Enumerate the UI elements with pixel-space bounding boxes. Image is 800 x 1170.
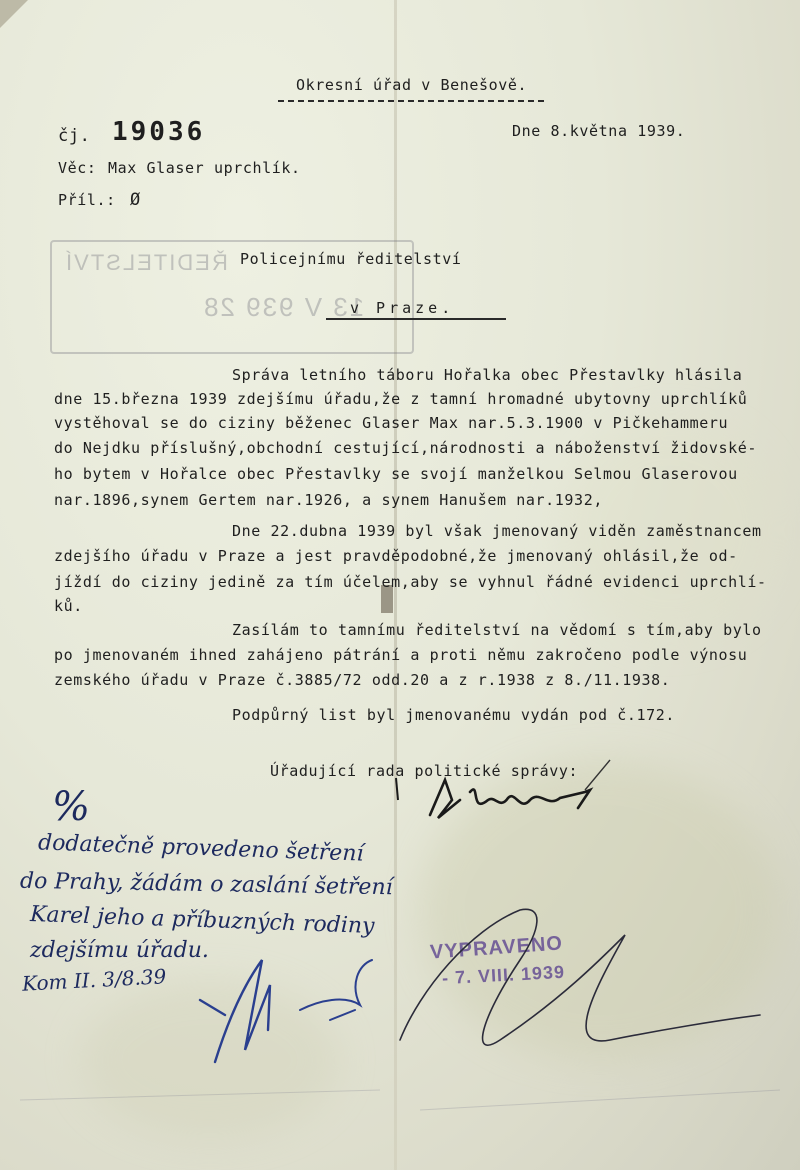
p2-line2: zdejšího úřadu v Praze a jest pravděpodobné,že jmenovaný ohlásil,že od- <box>54 547 738 565</box>
p2-line4: ků. <box>54 597 83 615</box>
large-pen-stroke <box>400 909 760 1045</box>
recipient-line1: Policejnímu ředitelství <box>240 250 462 268</box>
handwritten-line3: Karel jeho a příbuzných rodiny <box>29 901 375 940</box>
p3-line1: Zasílám to tamnímu ředitelství na vědomí s tím,aby bylo <box>232 621 762 639</box>
recipient-line2: v Praze. <box>350 299 455 317</box>
p1-line2: dne 15.března 1939 zdejšímu úřadu,že z tamní hromadné ubytovny uprchlíků <box>54 390 748 408</box>
pril-label: Příl.: <box>58 191 116 209</box>
official-signature <box>430 780 590 818</box>
p1-line5: ho bytem v Hořalce obec Přestavlky se svojí manželkou Selmou Glaserovou <box>54 465 738 483</box>
p1-line6: nar.1896,synem Gertem nar.1926, a synem Hanušem nar.1932, <box>54 491 603 509</box>
p2-line1: Dne 22.dubna 1939 byl však jmenovaný viděn zaměstnancem <box>232 522 762 540</box>
pril-value: Ø <box>130 190 141 210</box>
p1-line4: do Nejdku příslušný,obchodní cestující,národnosti a náboženství židovské- <box>54 439 758 457</box>
cj-number: 19036 <box>112 117 206 147</box>
signature-tick <box>396 778 398 800</box>
blue-scribble-1 <box>200 960 270 1062</box>
blue-scribble-2 <box>300 960 372 1020</box>
ghost-stamp-line1: ŘEDITELSTVÍ <box>64 250 228 275</box>
document-date: Dne 8.května 1939. <box>512 122 686 140</box>
cj-label: čj. <box>58 126 91 146</box>
dispatched-stamp-line1: VYPRAVENO <box>429 932 564 964</box>
faint-lines <box>20 1090 780 1110</box>
p3-line3: zemského úřadu v Praze č.3885/72 odd.20 a z r.1938 z 8./11.1938. <box>54 671 671 689</box>
vec-value: Max Glaser uprchlík. <box>108 159 301 177</box>
handwritten-line5: Kom II. 3/8.39 <box>21 964 167 996</box>
p4-line1: Podpůrný list byl jmenovanému vydán pod č.172. <box>232 706 676 724</box>
pen-flourish <box>585 760 610 790</box>
handwritten-line4: zdejšímu úřadu. <box>30 938 209 963</box>
handwritten-mark: % <box>52 784 91 830</box>
p2-line3: jíždí do ciziny jedině za tím účelem,aby se vyhnul řádné evidenci uprchlí- <box>54 573 767 591</box>
p3-line2: po jmenovaném ihned zahájeno pátrání a proti němu zakročeno podle výnosu <box>54 646 748 664</box>
p1-line1: Správa letního táboru Hořalka obec Přestavlky hlásila <box>232 366 743 384</box>
office-heading: Okresní úřad v Benešově. <box>296 76 528 94</box>
signature-label: Úřadující rada politické správy: <box>270 762 579 780</box>
handwritten-line2: do Prahy, žádám o zaslání šetření <box>19 868 393 901</box>
dispatched-stamp-line2: - 7. VIII. 1939 <box>441 961 566 989</box>
vec-label: Věc: <box>58 159 97 177</box>
p1-line3: vystěhoval se do ciziny běženec Glaser Max nar.5.3.1900 v Pičkehammeru <box>54 414 729 432</box>
handwritten-line1: dodatečně provedeno šetření <box>37 830 364 867</box>
ghost-stamp-line2: 13 V 939 28 <box>202 292 365 322</box>
